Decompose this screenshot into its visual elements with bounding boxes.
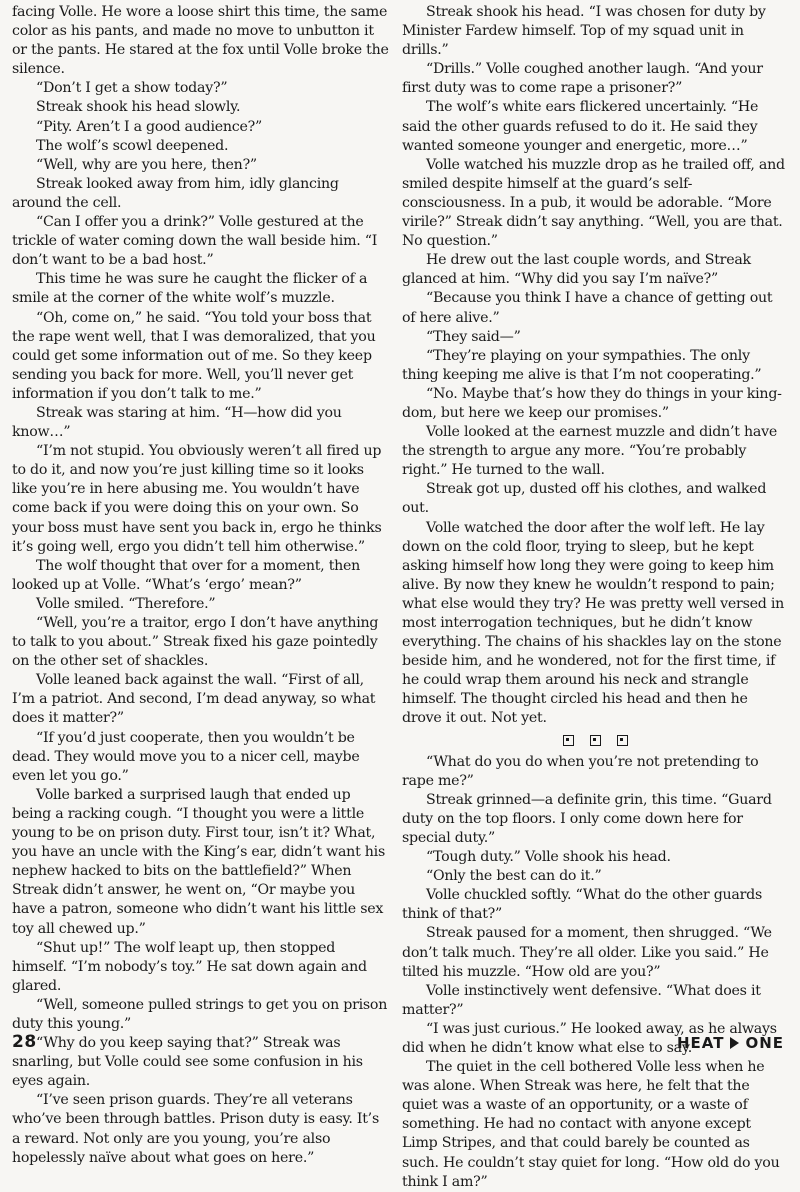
paragraph: “Shut up!” The wolf leapt up, then stopped himself. “I’m nobody’s toy.” He sat down again and glared. <box>12 939 367 994</box>
paragraph: Streak grinned—a definite grin, this time. “Guard duty on the top floors. I only come down here for special duty.” <box>402 791 772 846</box>
magazine-title <box>677 1034 784 1052</box>
left-column <box>12 3 390 1168</box>
paragraph: “If you’d just cooperate, then you wouldn’t be dead. They would move you to a nicer cell, maybe even let you go.” <box>12 729 360 784</box>
section-break-square-icon <box>590 735 601 746</box>
paragraph: “I’ve seen prison guards. They’re all veterans who’ve been through battles. Prison duty is easy. It’s a reward. Not only are you young, you’re also hopelessly naïve about what goes on here.” <box>12 1092 379 1166</box>
right-column <box>402 3 788 1192</box>
right-column-part-2 <box>402 753 788 1192</box>
paragraph: Volle watched his muzzle drop as he trailed off, and smiled despite himself at the guard’s self-consciousness. In a pub, it would be adorable. “More virile?” Streak didn’t say anything. “Well, you are that. No question.” <box>402 156 785 250</box>
paragraph: He drew out the last couple words, and Streak glanced at him. “Why did you say I’m naïve?” <box>402 252 751 288</box>
paragraph: “They’re playing on your sympathies. The only thing keeping me alive is that I’m not cooperating.” <box>402 347 762 383</box>
paragraph: The wolf’s white ears flickered uncertainly. “He said the other guards refused to do it. He said they wanted someone younger and energetic, more…” <box>402 99 759 154</box>
paragraph: “I was just curious.” He looked away, as he always did when he didn’t know what else to say. <box>402 1020 777 1056</box>
magazine-title-word-2: ONE <box>745 1034 784 1052</box>
paragraph: “Can I offer you a drink?” Volle gestured at the trickle of water coming down the wall beside him. “I don’t want to be a bad host.” <box>12 214 378 269</box>
section-break-square-icon <box>617 735 628 746</box>
paragraph: “Don’t I get a show today?” <box>36 80 228 97</box>
paragraph: This time he was sure he caught the flicker of a smile at the corner of the white wolf’s muzzle. <box>12 271 368 307</box>
magazine-title-word-1: HEAT <box>676 1034 725 1052</box>
page-number: 28 <box>12 1032 37 1052</box>
paragraph: Volle leaned back against the wall. “First of all, I’m a patriot. And second, I’m dead anyway, so what does it matter?” <box>12 672 376 727</box>
paragraph: “Because you think I have a chance of getting out of here alive.” <box>402 290 773 326</box>
paragraph: Volle instinctively went defensive. “What does it matter?” <box>402 982 761 1018</box>
paragraph: “Well, why are you here, then?” <box>36 156 257 173</box>
paragraph: Streak looked away from him, idly glancing around the cell. <box>12 175 339 211</box>
paragraph: “What do you do when you’re not pretending to rape me?” <box>402 753 759 789</box>
paragraph: Volle smiled. “Therefore.” <box>36 595 216 612</box>
paragraph: Volle looked at the earnest muzzle and didn’t have the strength to argue any more. “You’re probably right.” He turned to the wall. <box>402 424 777 479</box>
section-break-square-icon <box>563 735 574 746</box>
triangle-right-icon <box>730 1037 739 1049</box>
paragraph: “Pity. Aren’t I a good audience?” <box>36 118 263 135</box>
paragraph: “Why do you keep saying that?” Streak was snarling, but Volle could see some confusion in his eyes again. <box>12 1035 363 1090</box>
paragraph: The quiet in the cell bothered Volle less when he was alone. When Streak was here, he felt that the quiet was a waste of an opportunity, or a waste of something. He had no contact with anyone except Limp Stripes, and that could barely be counted as such. He couldn’t stay quiet for long. “How old do you think I am?” <box>402 1059 780 1190</box>
paragraph: “Well, you’re a traitor, ergo I don’t have anything to talk to you about.” Streak fixed his gaze pointedly on the other set of shackles. <box>12 615 379 670</box>
paragraph: “Tough duty.” Volle shook his head. <box>426 849 671 866</box>
paragraph: Streak got up, dusted off his clothes, and walked out. <box>402 481 767 517</box>
paragraph: Volle watched the door after the wolf left. He lay down on the cold floor, trying to sleep, but he kept asking himself how long they were going to keep him alive. By now they knew he wouldn’t respond to pain; what else would they try? He was pretty well versed in most interrogation techniques, but he didn’t know everything. The chains of his shackles lay on the stone beside him, and he wondered, not for the first time, if he could wrap them around his neck and strangle himself. The thought circled his head and then he drove it out. Not yet. <box>402 519 785 727</box>
paragraph: Streak was staring at him. “H—how did you know…” <box>12 404 342 441</box>
paragraph: Volle chuckled softly. “What do the other guards think of that?” <box>402 887 763 923</box>
paragraph: The wolf’s scowl deepened. <box>36 137 229 154</box>
paragraph: “Drills.” Volle coughed another laugh. “And your first duty was to come rape a prisoner?” <box>402 61 763 97</box>
section-break <box>402 735 788 746</box>
paragraph: The wolf thought that over for a moment, then looked up at Volle. “What’s ‘ergo’ mean?” <box>12 557 361 593</box>
paragraph: “They said—” <box>426 328 521 345</box>
paragraph: Volle barked a surprised laugh that ended up being a racking cough. “I thought you were a little young to be on prison duty. First tour, isn’t it? What, you have an uncle with the King’s ear, didn’t want his nephew hacked to bits on the battlefield?” When Streak didn’t answer, he went on, “Or maybe you have a patron, someone who didn’t want his little sex toy all chewed up.” <box>12 786 385 937</box>
paragraph: “Only the best can do it.” <box>426 868 602 885</box>
paragraph: “I’m not stupid. You obviously weren’t all fired up to do it, and now you’re just killing time so it looks like you’re in here abusing me. You wouldn’t have come back if you were doing this on your own. So your boss must have sent you back in, ergo he thinks it’s going well, ergo you didn’t tell him otherwise.” <box>12 443 382 555</box>
right-column-part-1 <box>402 3 788 729</box>
paragraph: facing Volle. He wore a loose shirt this time, the same color as his pants, and made no move to unbutton it or the pants. He stared at the fox until Volle broke the silence. <box>12 4 389 78</box>
paragraph: “Well, someone pulled strings to get you on prison duty this young.” <box>12 996 388 1032</box>
paragraph: Streak paused for a moment, then shrugged. “We don’t talk much. They’re all older. Like you said.” He tilted his muzzle. “How old are you?” <box>402 925 772 980</box>
paragraph: “No. Maybe that’s how they do things in your king-dom, but here we keep our promises.” <box>402 385 782 421</box>
paragraph: Streak shook his head. “I was chosen for duty by Minister Fardew himself. Top of my squad unit in drills.” <box>402 4 766 59</box>
paragraph: Streak shook his head slowly. <box>36 99 241 116</box>
paragraph: “Oh, come on,” he said. “You told your boss that the rape went well, that I was demoralized, that you could get some information out of me. So they keep sending you back for more. Well, you’ll never get information if you don’t talk to me.” <box>12 309 376 402</box>
